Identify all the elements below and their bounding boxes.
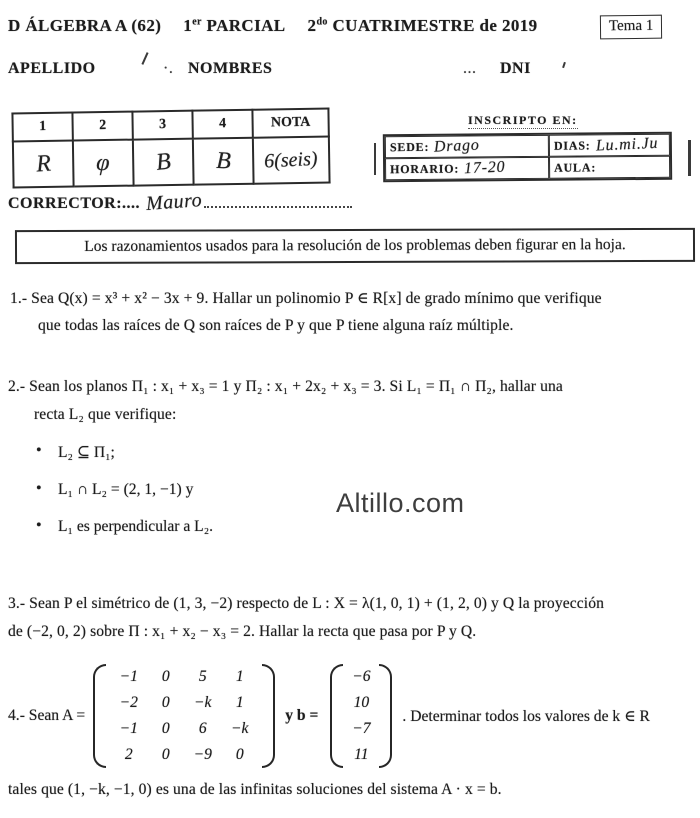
altillo-watermark: Altillo.com bbox=[336, 488, 465, 518]
corrector-label: CORRECTOR:.... bbox=[8, 195, 141, 212]
exam-title bbox=[8, 16, 538, 36]
notice-text: Los razonamientos usados para la resolución de los problemas deben figurar en la hoja. bbox=[84, 236, 626, 255]
grade-value-2 bbox=[73, 140, 134, 187]
right-parenthesis-vector bbox=[379, 664, 392, 768]
exam-ordinal-suffix: er bbox=[192, 16, 202, 28]
problem-2-line-1: 2.- Sean los planos Π₁ : x₁ + x₃ = 1 y Π₂ : x₁ + 2x₂ + x₃ = 3. Si L₁ = Π₁ ∩ Π₂, hallar una bbox=[8, 378, 563, 395]
grade-table-values-row bbox=[13, 137, 330, 188]
vector-cell-1: 10 bbox=[353, 694, 370, 711]
grade-col-4-header: 4 bbox=[192, 110, 252, 139]
grade-value-3 bbox=[133, 139, 194, 186]
problem-4-prefix: 4.- Sean A = bbox=[8, 707, 86, 724]
grade-col-1-header: 1 bbox=[12, 113, 72, 142]
scan-artifact-line-1 bbox=[374, 143, 376, 175]
vector-b bbox=[343, 662, 379, 770]
vector-cell-2: −7 bbox=[352, 720, 371, 737]
aula-label: AULA: bbox=[554, 159, 597, 175]
matrix-cell-1-0: −2 bbox=[119, 694, 138, 711]
exam-number: 1 bbox=[183, 16, 193, 35]
course-name: D ÁLGEBRA A (62) bbox=[8, 16, 162, 35]
exam-label: PARCIAL bbox=[206, 16, 286, 35]
sede-label: SEDE: bbox=[389, 139, 430, 154]
vector-cell-0: −6 bbox=[352, 668, 371, 685]
matrix-cell-1-3: 1 bbox=[235, 694, 244, 711]
bullet-item-3: • L₁ es perpendicular a L₂. bbox=[36, 518, 213, 536]
corrector-line bbox=[8, 191, 352, 214]
right-parenthesis bbox=[262, 664, 275, 768]
dotted-line bbox=[204, 206, 352, 208]
separator-dots-2: ... bbox=[463, 60, 477, 77]
handwritten-grade-1: R bbox=[34, 150, 52, 177]
handwritten-horario: 17-20 bbox=[463, 158, 506, 178]
problem-3-line-1: 3.- Sean P el simétrico de (1, 3, −2) respecto de L : X = λ(1, 0, 1) + (1, 2, 0) y Q la proyección bbox=[8, 595, 605, 612]
scan-artifact-line-2 bbox=[688, 140, 691, 176]
matrix-cell-2-3: −k bbox=[231, 720, 249, 737]
handwritten-grade-3: B bbox=[154, 147, 172, 176]
handwritten-grade-4: B bbox=[215, 147, 232, 174]
notice-box bbox=[15, 228, 695, 264]
matrix-cell-0-2: 5 bbox=[198, 668, 207, 685]
inscription-title: INSCRIPTO EN: bbox=[468, 113, 578, 127]
handwritten-dias: Lu.mi.Ju bbox=[595, 134, 659, 155]
left-parenthesis bbox=[93, 664, 106, 768]
term-ordinal-suffix: do bbox=[316, 16, 328, 28]
grade-value-nota bbox=[253, 137, 330, 184]
grade-table bbox=[11, 108, 330, 189]
matrix-cell-3-1: 0 bbox=[161, 746, 170, 763]
problem-4-equation-row bbox=[8, 662, 650, 770]
tema-badge: Tema 1 bbox=[600, 15, 663, 40]
matrix-a bbox=[106, 662, 262, 770]
scan-artifact-pencil-mark bbox=[141, 52, 148, 65]
matrix-cell-3-2: −9 bbox=[193, 746, 212, 763]
matrix-cell-1-2: −k bbox=[194, 694, 212, 711]
grade-value-1 bbox=[13, 141, 74, 188]
handwritten-nota: 6(seis) bbox=[263, 147, 319, 172]
grade-col-nota-header: NOTA bbox=[252, 109, 328, 138]
vector-cell-3: 11 bbox=[354, 746, 369, 763]
separator-dots-1: ·. bbox=[163, 60, 174, 77]
matrix-cell-0-1: 0 bbox=[161, 668, 170, 685]
grade-col-3-header: 3 bbox=[132, 111, 192, 140]
dias-label: DIAS: bbox=[553, 137, 591, 153]
inscription-box bbox=[383, 132, 672, 183]
matrix-cell-2-2: 6 bbox=[198, 720, 207, 737]
problem-1-line-2: que todas las raíces de Q son raíces de P y que P tiene alguna raíz múltiple. bbox=[38, 317, 514, 334]
nombres-label: NOMBRES bbox=[188, 60, 273, 77]
bullet-item-1: • L₂ ⊆ Π₁; bbox=[36, 443, 213, 462]
problem-1-line-1: 1.- Sea Q(x) = x³ + x² − 3x + 9. Hallar un polinomio P ∈ R[x] de grado mínimo que verifique bbox=[10, 290, 602, 307]
aula-cell bbox=[549, 156, 670, 179]
matrix-cell-3-0: 2 bbox=[124, 746, 133, 763]
bullet-item-2: • L₁ ∩ L₂ = (2, 1, −1) y bbox=[36, 481, 213, 499]
term-number: 2 bbox=[307, 16, 317, 35]
problem-3-line-2: de (−2, 0, 2) sobre Π : x₁ + x₂ − x₃ = 2. Hallar la recta que pasa por P y Q. bbox=[8, 623, 477, 640]
horario-cell bbox=[385, 157, 549, 180]
apellido-label: APELLIDO bbox=[8, 60, 96, 77]
matrix-cell-1-1: 0 bbox=[161, 694, 170, 711]
matrix-cell-0-0: −1 bbox=[119, 668, 138, 685]
matrix-cell-2-1: 0 bbox=[161, 720, 170, 737]
sede-cell bbox=[385, 135, 549, 158]
problem-2-line-2: recta L₂ que verifique: bbox=[34, 406, 177, 423]
matrix-cell-0-3: 1 bbox=[235, 668, 244, 685]
dias-cell bbox=[549, 134, 670, 157]
handwritten-sede: Drago bbox=[433, 136, 481, 156]
left-parenthesis-vector bbox=[330, 664, 343, 768]
handwritten-corrector: Mauro bbox=[145, 189, 203, 215]
problem-4-last-line: tales que (1, −k, −1, 0) es una de las infinitas soluciones del sistema A · x = b. bbox=[8, 781, 502, 798]
problem-2-bullet-list bbox=[36, 443, 213, 555]
grade-value-4 bbox=[193, 138, 254, 185]
handwritten-grade-2: φ bbox=[95, 149, 111, 176]
grade-col-2-header: 2 bbox=[72, 112, 132, 141]
horario-label: HORARIO: bbox=[390, 161, 460, 176]
matrix-cell-3-3: 0 bbox=[235, 746, 244, 763]
problem-4-suffix: . Determinar todos los valores de k ∈ R bbox=[402, 707, 650, 725]
dni-label: DNI bbox=[500, 60, 531, 77]
term-label: CUATRIMESTRE de 2019 bbox=[332, 16, 538, 35]
scan-artifact-apostrophe bbox=[562, 62, 566, 68]
problem-4-middle: y b = bbox=[285, 707, 319, 724]
matrix-cell-2-0: −1 bbox=[119, 720, 138, 737]
